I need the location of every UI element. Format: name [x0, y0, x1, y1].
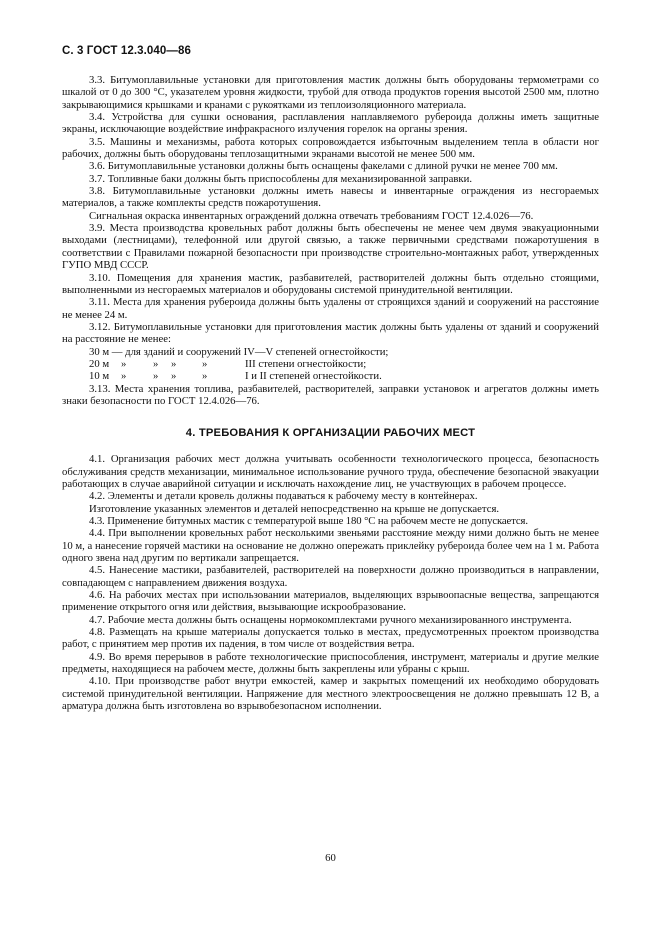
paragraph-3-3: 3.3. Битумоплавильные установки для приготовления мастик должны быть оборудованы термометрами со шкалой от 0 до 300 °С, указателем уровня жидкости, трубой для отвода продуктов горения высотой 2500 мм, плотно закрывающимися крышками и кранами с рукоятками из теплоизоляционного материала. — [62, 74, 599, 111]
distance-row-1 — [62, 346, 599, 358]
paragraph-4-5: 4.5. Нанесение мастики, разбавителей, растворителей на поверхности должно производиться в направлении, совпадающем с направлением движения воздуха. — [62, 564, 599, 589]
ditto-mark: » — [121, 370, 127, 383]
ditto-mark: » — [202, 357, 208, 370]
paragraph-3-10: 3.10. Помещения для хранения мастик, разбавителей, растворителей должны быть отдельно стоящими, выполненными из несгораемых материалов и оборудованы системой принудительной вентиляции. — [62, 271, 599, 296]
page-number: 60 — [325, 852, 336, 864]
paragraph-4-6: 4.6. На рабочих местах при использовании материалов, выделяющих взрывоопасные вещества, запрещаются применение открытого огня или действия, вызывающие искрообразование. — [62, 589, 599, 614]
ditto-mark: » — [153, 357, 159, 370]
paragraph-4-1: 4.1. Организация рабочих мест должна учитывать особенности технологического процесса, безопасность обслуживания средств механизации, минимальное использование ручного труда, обеспечение безопасной эвакуации работающих в случае аварийной ситуации и исключать нахождение лиц, не участвующих в рабочем процессе. — [62, 453, 599, 490]
paragraph-4-2: 4.2. Элементы и детали кровель должны подаваться к рабочему месту в контейнерах. — [89, 490, 478, 503]
paragraph-3-9: 3.9. Места производства кровельных работ должны быть обеспечены не менее чем двумя эвакуационными выходами (лестницами), телефонной или другой связью, а также первичными средствами пожаротушения в соответствии с Правилами пожарной безопасности при производстве строительно-монтажных работ, утвержденных ГУПО МВД СССР. — [62, 222, 599, 272]
ditto-mark: » — [171, 357, 177, 370]
distance-row-1-text: 30 м — для зданий и сооружений IV—V степеней огнестойкости; — [89, 345, 389, 358]
distance-row-3-value: 10 м — [89, 370, 110, 383]
paragraph-3-12: 3.12. Битумоплавильные установки для приготовления мастик должны быть удалены от зданий и сооружений на расстояние не менее: — [62, 320, 599, 346]
paragraph-3-8: 3.8. Битумоплавильные установки должны иметь навесы и инвентарные ограждения из несгораемых материалов, а также комплекты средств пожаротушения. — [62, 185, 599, 210]
paragraph-3-6: 3.6. Битумоплавильные установки должны быть оснащены факелами с длиной ручки не менее 700 мм. — [89, 160, 558, 173]
paragraph-3-7: 3.7. Топливные баки должны быть приспособлены для механизированной заправки. — [89, 172, 473, 185]
page-header: С. 3 ГОСТ 12.3.040—86 — [62, 45, 191, 57]
paragraph-3-13: 3.13. Места хранения топлива, разбавителей, растворителей, заправки установок и агрегатов должны иметь знаки безопасности по ГОСТ 12.4.026—76. — [62, 382, 599, 407]
ditto-mark: » — [121, 357, 127, 370]
document-body — [62, 74, 599, 713]
ditto-mark: » — [202, 370, 208, 383]
paragraph-4-10: 4.10. При производстве работ внутри емкостей, камер и закрытых помещений их необходимо оборудовать системой принудительной вентиляции. Напряжение для местного электроосвещения не должно превышать 12 В, а арматура должна быть изготовлена во взрывобезопасном исполнении. — [62, 675, 599, 713]
paragraph-3-5: 3.5. Машины и механизмы, работа которых сопровождается избыточным выделением тепла в области ног рабочих, должны быть оборудованы теплозащитными экранами высотой не менее 500 мм. — [62, 135, 599, 161]
paragraph-4-8: 4.8. Размещать на крыше материалы допускается только в местах, предусмотренных проектом производства работ, с принятием мер против их падения, в том числе от воздействия ветра. — [62, 626, 599, 651]
distance-row-2-text: III степени огнестойкости; — [245, 357, 367, 370]
paragraph-signal-coloring: Сигнальная окраска инвентарных ограждений должна отвечать требованиям ГОСТ 12.4.026—76. — [89, 209, 534, 222]
paragraph-4-7: 4.7. Рабочие места должны быть оснащены нормокомплектами ручного механизированного инструмента. — [89, 613, 572, 626]
paragraph-4-3: 4.3. Применение битумных мастик с температурой выше 180 °С на рабочем месте не допускается. — [89, 515, 528, 527]
paragraph-4-4: 4.4. При выполнении кровельных работ несколькими звеньями расстояние между ними должно быть не менее 10 м, а нанесение горячей мастики на основание не должно опережать приклейку рубероида более чем на 1 м. Работа одного звена над другим по вертикали запрещается. — [62, 527, 599, 565]
distance-row-2-value: 20 м — [89, 357, 110, 370]
distance-row-3-text: I и II степеней огнестойкости. — [245, 370, 382, 383]
ditto-mark: » — [153, 370, 159, 383]
ditto-mark: » — [171, 370, 177, 383]
paragraph-3-11: 3.11. Места для хранения рубероида должны быть удалены от строящихся зданий и сооружений на расстояние не менее 24 м. — [62, 296, 599, 321]
paragraph-3-4: 3.4. Устройства для сушки основания, расплавления наплавляемого рубероида должны иметь защитные экраны, исключающие воздействие инфракрасного излучения горелок на органы зрения. — [62, 111, 599, 136]
distance-row-2 — [62, 358, 599, 370]
paragraph-4-9: 4.9. Во время перерывов в работе технологические приспособления, инструмент, материалы и другие мелкие предметы, находящиеся на рабочем месте, должны быть закреплены или убраны с крыш. — [62, 650, 599, 676]
distance-row-3 — [62, 370, 599, 382]
paragraph-4-2-note: Изготовление указанных элементов и деталей непосредственно на крыше не допускается. — [89, 502, 500, 515]
section-4-title: 4. ТРЕБОВАНИЯ К ОРГАНИЗАЦИИ РАБОЧИХ МЕСТ — [185, 427, 476, 440]
